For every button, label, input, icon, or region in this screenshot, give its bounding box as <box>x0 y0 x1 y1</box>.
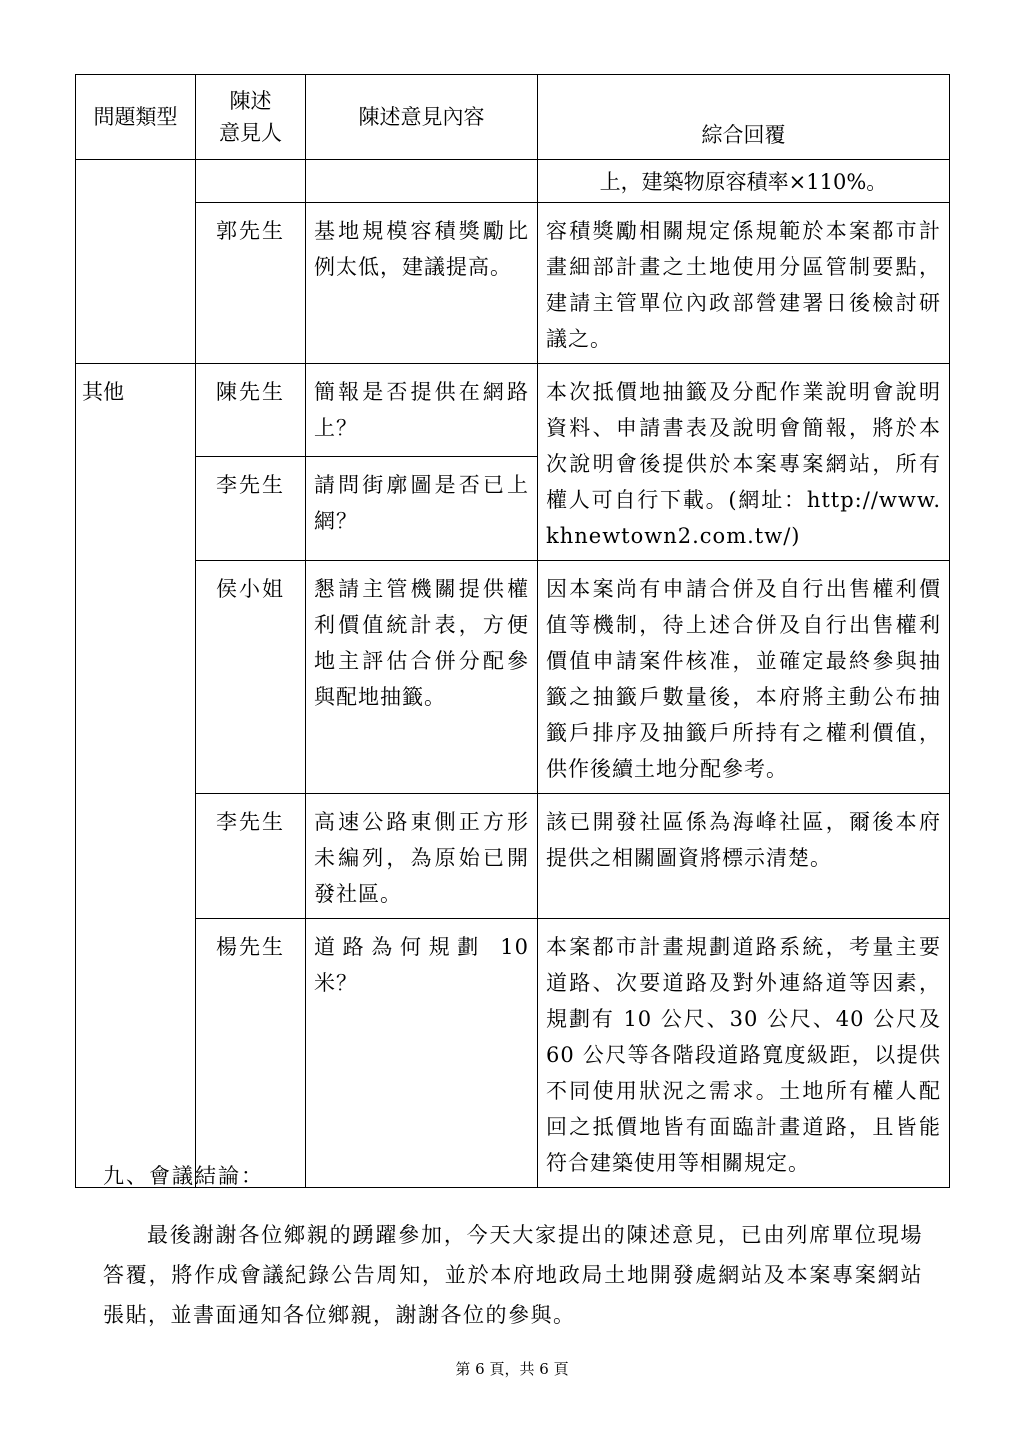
section-heading: 九、會議結論： <box>103 1164 264 1188</box>
reply-cell: 該已開發社區係為海峰社區，爾後本府提供之相關圖資將標示清楚。 <box>538 794 950 919</box>
category-cell <box>76 203 196 364</box>
closing-paragraph: 最後謝謝各位鄉親的踴躍參加，今天大家提出的陳述意見，已由列席單位現場答覆，將作成會議紀錄公告周知，並於本府地政局土地開發處網站及本案專案網站張貼，並書面通知各位鄉親，謝謝各位的參與。 <box>103 1223 923 1327</box>
person-cell: 楊先生 <box>196 919 306 1188</box>
table-header-row <box>76 75 950 160</box>
reply-cell: 本次抵價地抽籤及分配作業說明會說明資料、申請書表及說明會簡報，將於本次說明會後提供於本案專案網站，所有權人可自行下載。(網址：http://www.khnewtown2.com.tw/) <box>538 364 950 561</box>
content-cell: 基地規模容積獎勵比例太低，建議提高。 <box>306 203 538 364</box>
category-cell: 其他 <box>76 364 196 1188</box>
table-row <box>76 561 950 794</box>
content-cell <box>306 160 538 203</box>
content-cell: 請問街廓圖是否已上網？ <box>306 456 538 560</box>
content-cell: 道路為何規劃 10 米？ <box>306 919 538 1188</box>
header-content: 陳述意見內容 <box>306 75 538 160</box>
table-row <box>76 203 950 364</box>
table-row <box>76 919 950 1188</box>
table-row <box>76 794 950 919</box>
person-cell: 郭先生 <box>196 203 306 364</box>
reply-cell: 上，建築物原容積率×110%。 <box>538 160 950 203</box>
reply-cell: 因本案尚有申請合併及自行出售權利價值等機制，待上述合併及自行出售權利價值申請案件核准，並確定最終參與抽籤之抽籤戶數量後，本府將主動公布抽籤戶排序及抽籤戶所持有之權利價值，供作後續土地分配參考。 <box>538 561 950 794</box>
page-footer: 第 6 頁，共 6 頁 <box>455 1360 569 1378</box>
table-row <box>76 160 950 203</box>
table-row <box>76 364 950 457</box>
reply-cell: 容積獎勵相關規定係規範於本案都市計畫細部計畫之土地使用分區管制要點，建請主管單位內政部營建署日後檢討研議之。 <box>538 203 950 364</box>
person-cell: 李先生 <box>196 794 306 919</box>
content-cell: 懇請主管機關提供權利價值統計表，方便地主評估合併分配參與配地抽籤。 <box>306 561 538 794</box>
person-cell: 李先生 <box>196 456 306 560</box>
header-person: 陳述 意見人 <box>196 75 306 160</box>
content-cell: 高速公路東側正方形未編列，為原始已開發社區。 <box>306 794 538 919</box>
header-type: 問題類型 <box>76 75 196 160</box>
person-cell <box>196 160 306 203</box>
header-reply: 綜合回覆 <box>538 75 950 160</box>
category-cell <box>76 160 196 203</box>
content-cell: 簡報是否提供在網路上？ <box>306 364 538 457</box>
reply-cell: 本案都市計畫規劃道路系統，考量主要道路、次要道路及對外連絡道等因素，規劃有 10 公尺、30 公尺、40 公尺及 60 公尺等各階段道路寬度級距，以提供不同使用狀況之需求。土地所有權人配回之抵價地皆有面臨計畫道路，且皆能符合建築使用等相關規定。 <box>538 919 950 1188</box>
person-cell: 陳先生 <box>196 364 306 457</box>
opinion-table <box>75 74 950 1188</box>
person-cell: 侯小姐 <box>196 561 306 794</box>
